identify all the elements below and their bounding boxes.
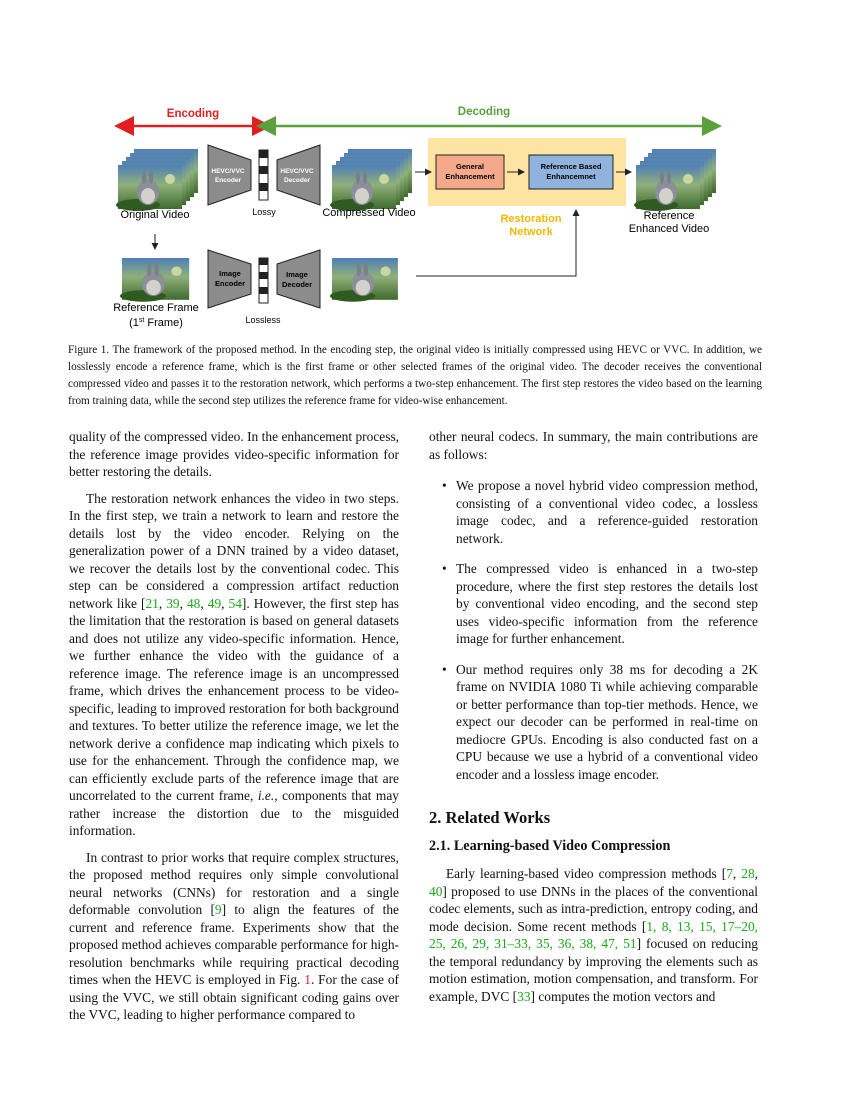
compressed-video-label: Compressed Video xyxy=(322,207,416,219)
citation-link[interactable]: 28 xyxy=(741,866,755,881)
figure-caption: Figure 1. The framework of the proposed method. In the encoding step, the original video is initially compressed using HEVC or VVC. In addition, we losslessly encode a reference frame, which is the first frame or other selected frames of the original video. The decoder receives the conventional compressed video and passes it to the restoration network, which performs a two-step enhancement. The first step restores the video based on the learning from training data, while the second step utilizes the reference frame for video-wise enhancement. xyxy=(68,344,762,407)
citation-link[interactable]: 40 xyxy=(429,883,443,899)
left-column xyxy=(69,428,399,1024)
paragraph: The restoration network enhances the video in two steps. In the first step, we train a network to learn and restore the details lost by the video encoder. Relying on the generalization power of a DNN trained by a video dataset, we recover the details lost by the conventional codec. This step can be considered a compression artifact reduction network like [21, 39, 48, 49, 54]. However, the first step has the limitation that the restoration is based on general datasets and does not utilize any video-specific information. Hence, we further enhance the video with the guidance of a reference image. The reference image is an uncompressed frame, which drives the enhancement process to be video-specific, leading to improved restoration for both background and textures. To better utilize the reference image, we let the network derive a confidence map indicating which pixels to use for the enhancement. Through the confidence map, we can efficiently exclude parts of the reference image that are uncorrelated to the current frame, i.e., components that may rather increase the distortion due to the misguided information. xyxy=(69,490,400,838)
lossless-bitstream xyxy=(259,258,268,303)
citation-link[interactable]: 48 xyxy=(186,595,201,611)
general-enhancement-label-2: Enhancement xyxy=(445,172,495,181)
image-encoder-label-2: Encoder xyxy=(214,279,246,288)
decoding-label: Decoding xyxy=(457,106,511,118)
image-decoder xyxy=(277,250,320,308)
right-column xyxy=(429,428,758,1005)
reference-enhanced-label-2: Enhanced Video xyxy=(628,223,710,235)
reference-enhanced-label-1: Reference xyxy=(643,210,695,222)
image-encoder-label-1: Image xyxy=(219,269,241,278)
figure-link[interactable]: 1 xyxy=(304,972,311,987)
list-item: • Our method requires only 38 ms for decoding a 2K frame on NVIDIA 1080 Ti while achieving comparable or better performance than top-tier methods. Hence, we expect our decoder can be performed in real-time on mediocre GPUs. Encoding is also conducted fast on a CPU because we use a hybrid of a conventional video encoder and a lossless image encoder. xyxy=(456,661,758,784)
svg-text:RestorationNetwork xyxy=(500,213,561,238)
citation-link[interactable]: 1, 8, 13, 15, 17–20, 25, 26, 29, 31–33, 35, 36, 38, 47, 51 xyxy=(429,918,758,951)
lossy-label: Lossy xyxy=(252,207,276,217)
citation-link[interactable]: 54 xyxy=(228,595,242,611)
subsection-heading: 2.1. Learning-based Video Compression xyxy=(429,838,671,854)
list-item: • We propose a novel hybrid video compression method, consisting of a conventional video codec, a lossless image codec, and a reference-guided restoration network. xyxy=(456,477,758,547)
image-decoder-label-1: Image xyxy=(286,270,308,279)
encoding-label: Encoding xyxy=(166,108,220,120)
paragraph: In contrast to prior works that require complex structures, the proposed method requires only simple convolutional neural networks (CNNs) for restoration and a single deformable convolution [9] to align the features of the current and reference frame. Experiments show that the proposed method achieves comparable performance for high-resolution benchmarks while requiring practical decoding times when the HEVC is employed in Fig. 1. For the case of using the VVC, we still obtain significant coding gains over the VVC, leading to higher performance compared to xyxy=(69,849,399,1022)
svg-text:Reference Frame xyxy=(113,302,199,314)
citation-link[interactable]: 21 xyxy=(145,595,159,611)
paragraph: Early learning-based video compression methods [7, 28, 40] proposed to use DNNs in the places of the conventional codec elements, such as intra-prediction, entropy coding, and mode decision. Some recent methods [1, 8, 13, 15, 17–20, 25, 26, 29, 31–33, 35, 36, 38, 47, 51] focused on reducing the temporal redundancy by improving the elements such as motion estimation, motion compensation, and transform. For example, DVC [33] computes the motion vectors and xyxy=(429,866,759,1004)
image-decoder-label-2: Decoder xyxy=(281,280,313,289)
paragraph: quality of the compressed video. In the enhancement process, the reference image provides video-specific information for better restoring the details. xyxy=(69,429,399,479)
restoration-network-label-2: Network xyxy=(509,226,553,238)
hevc-decoder xyxy=(277,145,320,205)
compressed-video-frames xyxy=(330,149,412,211)
svg-text:ReferenceEnhanced Video xyxy=(629,210,710,235)
enhanced-video-frames xyxy=(634,149,716,211)
hevc-encoder xyxy=(208,145,251,205)
contributions-list xyxy=(429,477,758,783)
hevc-encoder-label-2: Encoder xyxy=(214,177,242,184)
paragraph: other neural codecs. In summary, the main contributions are as follows: xyxy=(429,429,758,462)
section-heading: 2. Related Works xyxy=(429,808,551,827)
original-video-label: Original Video xyxy=(120,209,190,221)
reference-frame-label-2: (1st Frame) xyxy=(129,317,183,329)
citation-link[interactable]: 33 xyxy=(517,988,531,1004)
svg-text:ImageDecoder xyxy=(282,270,312,289)
lossless-label: Lossless xyxy=(245,315,281,325)
reference-based-label-1: Reference Based xyxy=(540,162,602,171)
hevc-encoder-label-1: HEVC/VVC xyxy=(211,168,245,175)
general-enhancement-label-1: General xyxy=(456,162,484,171)
list-item: • The compressed video is enhanced in a two-step procedure, where the first step restores the details lost by conventional video encoding, and the second step uses video-specific information from the reference image for further enhancement. xyxy=(456,560,758,648)
restoration-network-label-1: Restoration xyxy=(500,213,562,225)
hevc-decoder-label-2: Decoder xyxy=(283,177,311,184)
hevc-decoder-label-1: HEVC/VVC xyxy=(280,168,314,175)
framework-figure xyxy=(0,0,850,340)
decoded-reference-frame xyxy=(330,258,398,302)
citation-link[interactable]: 9 xyxy=(214,902,222,917)
reference-frame-label-1: Reference Frame xyxy=(113,302,199,314)
citation-link[interactable]: 39 xyxy=(166,595,180,611)
citation-link[interactable]: 49 xyxy=(207,595,222,611)
original-video-frames xyxy=(116,149,198,211)
lossy-bitstream xyxy=(259,150,268,200)
citation-link[interactable]: 7 xyxy=(726,866,733,881)
svg-text:ImageEncoder xyxy=(215,269,245,288)
svg-text:Reference BasedEnhancemnet xyxy=(541,162,602,181)
reference-based-label-2: Enhancemnet xyxy=(546,172,596,181)
reference-frame-image xyxy=(120,258,189,302)
